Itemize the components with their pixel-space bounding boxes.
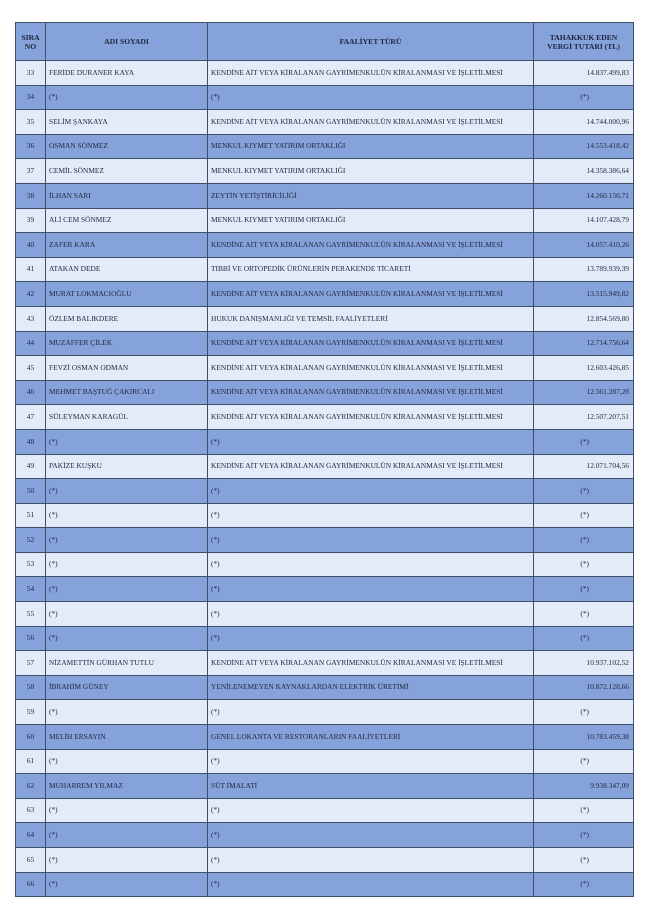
table-row [16,356,634,381]
cell-sira-no: 40 [16,233,46,258]
table-row [16,380,634,405]
cell-vergi-tutari: 10.872.128,66 [534,675,634,700]
cell-faaliyet-turu: (*) [208,700,534,725]
cell-vergi-tutari: 14.260.150,71 [534,183,634,208]
table-row [16,602,634,627]
cell-sira-no: 66 [16,872,46,897]
cell-vergi-tutari: (*) [534,626,634,651]
table-row [16,848,634,873]
cell-adi-soyadi: (*) [46,626,208,651]
cell-vergi-tutari: (*) [534,528,634,553]
cell-vergi-tutari: 12.854.569,80 [534,306,634,331]
cell-adi-soyadi: MURAT LOKMACIOĞLU [46,282,208,307]
cell-sira-no: 33 [16,61,46,86]
cell-vergi-tutari: (*) [534,848,634,873]
cell-faaliyet-turu: MENKUL KIYMET YATIRIM ORTAKLIĞI [208,208,534,233]
cell-faaliyet-turu: (*) [208,823,534,848]
cell-faaliyet-turu: KENDİNE AİT VEYA KİRALANAN GAYRİMENKULÜN KİRALANMASI VE İŞLETİLMESİ [208,380,534,405]
cell-vergi-tutari: 10.783.459,38 [534,725,634,750]
cell-adi-soyadi: MEHMET BAŞTUĞ ÇAKIRCALI [46,380,208,405]
table-row [16,405,634,430]
cell-sira-no: 48 [16,429,46,454]
cell-vergi-tutari: (*) [534,872,634,897]
cell-faaliyet-turu: (*) [208,479,534,504]
cell-vergi-tutari: 10.937.102,52 [534,651,634,676]
header-sira-no-line1: SIRA [21,32,40,42]
cell-faaliyet-turu: MENKUL KIYMET YATIRIM ORTAKLIĞI [208,134,534,159]
cell-sira-no: 36 [16,134,46,159]
table-row [16,577,634,602]
cell-adi-soyadi: ZAFER KARA [46,233,208,258]
cell-vergi-tutari: 12.561.287,28 [534,380,634,405]
table-row [16,208,634,233]
table-row [16,725,634,750]
cell-adi-soyadi: İBRAHİM GÜNEY [46,675,208,700]
cell-faaliyet-turu: KENDİNE AİT VEYA KİRALANAN GAYRİMENKULÜN KİRALANMASI VE İŞLETİLMESİ [208,454,534,479]
cell-faaliyet-turu: (*) [208,749,534,774]
cell-vergi-tutari: (*) [534,552,634,577]
cell-adi-soyadi: ATAKAN DEDE [46,257,208,282]
cell-faaliyet-turu: ZEYTİN YETİŞTİRİCİLİĞİ [208,183,534,208]
cell-sira-no: 62 [16,774,46,799]
table-row [16,651,634,676]
cell-faaliyet-turu: KENDİNE AİT VEYA KİRALANAN GAYRİMENKULÜN KİRALANMASI VE İŞLETİLMESİ [208,282,534,307]
table-header-row [16,23,634,61]
cell-adi-soyadi: SELİM ŞANKAYA [46,110,208,135]
cell-sira-no: 44 [16,331,46,356]
cell-faaliyet-turu: KENDİNE AİT VEYA KİRALANAN GAYRİMENKULÜN KİRALANMASI VE İŞLETİLMESİ [208,110,534,135]
cell-faaliyet-turu: KENDİNE AİT VEYA KİRALANAN GAYRİMENKULÜN KİRALANMASI VE İŞLETİLMESİ [208,331,534,356]
cell-vergi-tutari: (*) [534,798,634,823]
cell-vergi-tutari: 13.515.949,82 [534,282,634,307]
table-row [16,749,634,774]
cell-vergi-tutari: 14.057.410,26 [534,233,634,258]
cell-sira-no: 65 [16,848,46,873]
table-row [16,823,634,848]
cell-faaliyet-turu: HUKUK DANIŞMANLIĞI VE TEMSİL FAALİYETLERİ [208,306,534,331]
cell-sira-no: 42 [16,282,46,307]
cell-sira-no: 35 [16,110,46,135]
cell-sira-no: 56 [16,626,46,651]
table-row [16,454,634,479]
cell-sira-no: 58 [16,675,46,700]
cell-adi-soyadi: (*) [46,552,208,577]
table-row [16,798,634,823]
header-adi-soyadi: ADI SOYADI [46,23,208,61]
cell-faaliyet-turu: (*) [208,528,534,553]
cell-faaliyet-turu: (*) [208,85,534,110]
cell-vergi-tutari: 12.507.207,51 [534,405,634,430]
cell-sira-no: 64 [16,823,46,848]
cell-faaliyet-turu: TIBBİ VE ORTOPEDİK ÜRÜNLERİN PERAKENDE TİCARETİ [208,257,534,282]
cell-adi-soyadi: (*) [46,503,208,528]
cell-vergi-tutari: 14.837.499,83 [534,61,634,86]
cell-sira-no: 52 [16,528,46,553]
cell-faaliyet-turu: (*) [208,848,534,873]
cell-vergi-tutari: (*) [534,429,634,454]
cell-adi-soyadi: (*) [46,798,208,823]
cell-faaliyet-turu: KENDİNE AİT VEYA KİRALANAN GAYRİMENKULÜN KİRALANMASI VE İŞLETİLMESİ [208,61,534,86]
cell-sira-no: 50 [16,479,46,504]
cell-vergi-tutari: (*) [534,823,634,848]
table-row [16,503,634,528]
cell-adi-soyadi: (*) [46,872,208,897]
cell-vergi-tutari: (*) [534,602,634,627]
cell-sira-no: 51 [16,503,46,528]
table-row [16,675,634,700]
table-row [16,110,634,135]
cell-sira-no: 43 [16,306,46,331]
cell-faaliyet-turu: (*) [208,577,534,602]
cell-adi-soyadi: (*) [46,602,208,627]
cell-adi-soyadi: (*) [46,479,208,504]
table-row [16,159,634,184]
cell-faaliyet-turu: KENDİNE AİT VEYA KİRALANAN GAYRİMENKULÜN KİRALANMASI VE İŞLETİLMESİ [208,651,534,676]
cell-vergi-tutari: 12.603.426,85 [534,356,634,381]
cell-adi-soyadi: (*) [46,577,208,602]
cell-sira-no: 54 [16,577,46,602]
table-row [16,626,634,651]
cell-adi-soyadi: MUHARREM YILMAZ [46,774,208,799]
table-row [16,61,634,86]
cell-sira-no: 57 [16,651,46,676]
cell-faaliyet-turu: KENDİNE AİT VEYA KİRALANAN GAYRİMENKULÜN KİRALANMASI VE İŞLETİLMESİ [208,405,534,430]
cell-faaliyet-turu: (*) [208,798,534,823]
cell-sira-no: 39 [16,208,46,233]
cell-sira-no: 59 [16,700,46,725]
cell-adi-soyadi: ÖZLEM BALIKDERE [46,306,208,331]
cell-sira-no: 46 [16,380,46,405]
cell-sira-no: 61 [16,749,46,774]
cell-vergi-tutari: 12.071.704,56 [534,454,634,479]
cell-vergi-tutari: 12.714.756,64 [534,331,634,356]
cell-adi-soyadi: MUZAFFER ÇİLEK [46,331,208,356]
cell-vergi-tutari: 14.744.000,96 [534,110,634,135]
cell-adi-soyadi: ALİ CEM SÖNMEZ [46,208,208,233]
table-row [16,282,634,307]
cell-sira-no: 60 [16,725,46,750]
cell-adi-soyadi: MELİH ERSAYIN [46,725,208,750]
cell-adi-soyadi: (*) [46,700,208,725]
cell-sira-no: 55 [16,602,46,627]
cell-faaliyet-turu: MENKUL KIYMET YATIRIM ORTAKLIĞI [208,159,534,184]
table-row [16,552,634,577]
cell-adi-soyadi: (*) [46,749,208,774]
cell-faaliyet-turu: (*) [208,429,534,454]
cell-sira-no: 34 [16,85,46,110]
cell-adi-soyadi: (*) [46,823,208,848]
header-vergi-tutari-line2: VERGİ TUTARI (TL) [547,41,620,51]
cell-adi-soyadi: NİZAMETTİN GÜRHAN TUTLU [46,651,208,676]
cell-sira-no: 38 [16,183,46,208]
table-row [16,331,634,356]
table-row [16,528,634,553]
cell-faaliyet-turu: (*) [208,872,534,897]
cell-vergi-tutari: 14.358.386,64 [534,159,634,184]
table-row [16,306,634,331]
cell-adi-soyadi: FEVZİ OSMAN ODMAN [46,356,208,381]
cell-adi-soyadi: FERİDE DURANER KAYA [46,61,208,86]
header-sira-no [16,23,46,61]
cell-adi-soyadi: SÜLEYMAN KARAGÜL [46,405,208,430]
header-sira-no-line2: NO [24,41,37,51]
cell-sira-no: 63 [16,798,46,823]
cell-vergi-tutari: (*) [534,700,634,725]
cell-vergi-tutari: (*) [534,577,634,602]
header-vergi-tutari-line1: TAHAKKUK EDEN [549,32,618,42]
tax-list-document [15,22,633,897]
cell-vergi-tutari: 9.938.347,09 [534,774,634,799]
cell-faaliyet-turu: (*) [208,626,534,651]
table-row [16,479,634,504]
cell-sira-no: 37 [16,159,46,184]
cell-vergi-tutari: (*) [534,503,634,528]
cell-adi-soyadi: (*) [46,429,208,454]
cell-adi-soyadi: CEMİL SÖNMEZ [46,159,208,184]
table-row [16,774,634,799]
table-row [16,85,634,110]
cell-faaliyet-turu: (*) [208,503,534,528]
table-row [16,257,634,282]
table-row [16,872,634,897]
cell-sira-no: 45 [16,356,46,381]
cell-faaliyet-turu: GENEL LOKANTA VE RESTORANLARIN FAALİYETLERİ [208,725,534,750]
cell-sira-no: 53 [16,552,46,577]
cell-adi-soyadi: (*) [46,85,208,110]
cell-sira-no: 47 [16,405,46,430]
cell-faaliyet-turu: YENİLENEMEYEN KAYNAKLARDAN ELEKTRİK ÜRETİMİ [208,675,534,700]
cell-adi-soyadi: İLHAN SARI [46,183,208,208]
cell-sira-no: 41 [16,257,46,282]
taxpayer-table [15,22,634,897]
cell-faaliyet-turu: SÜT İMALATI [208,774,534,799]
cell-faaliyet-turu: KENDİNE AİT VEYA KİRALANAN GAYRİMENKULÜN KİRALANMASI VE İŞLETİLMESİ [208,356,534,381]
cell-adi-soyadi: OSMAN SÖNMEZ [46,134,208,159]
cell-faaliyet-turu: (*) [208,552,534,577]
cell-vergi-tutari: 14.107.428,79 [534,208,634,233]
table-row [16,700,634,725]
header-faaliyet-turu: FAALİYET TÜRÜ [208,23,534,61]
cell-adi-soyadi: (*) [46,848,208,873]
cell-vergi-tutari: (*) [534,749,634,774]
header-vergi-tutari [534,23,634,61]
cell-sira-no: 49 [16,454,46,479]
table-row [16,134,634,159]
cell-faaliyet-turu: KENDİNE AİT VEYA KİRALANAN GAYRİMENKULÜN KİRALANMASI VE İŞLETİLMESİ [208,233,534,258]
table-row [16,429,634,454]
cell-vergi-tutari: (*) [534,479,634,504]
cell-vergi-tutari: 13.789.939,39 [534,257,634,282]
cell-vergi-tutari: 14.553.418,42 [534,134,634,159]
cell-adi-soyadi: (*) [46,528,208,553]
table-row [16,183,634,208]
cell-faaliyet-turu: (*) [208,602,534,627]
cell-vergi-tutari: (*) [534,85,634,110]
table-row [16,233,634,258]
cell-adi-soyadi: PAKİZE KUŞKU [46,454,208,479]
